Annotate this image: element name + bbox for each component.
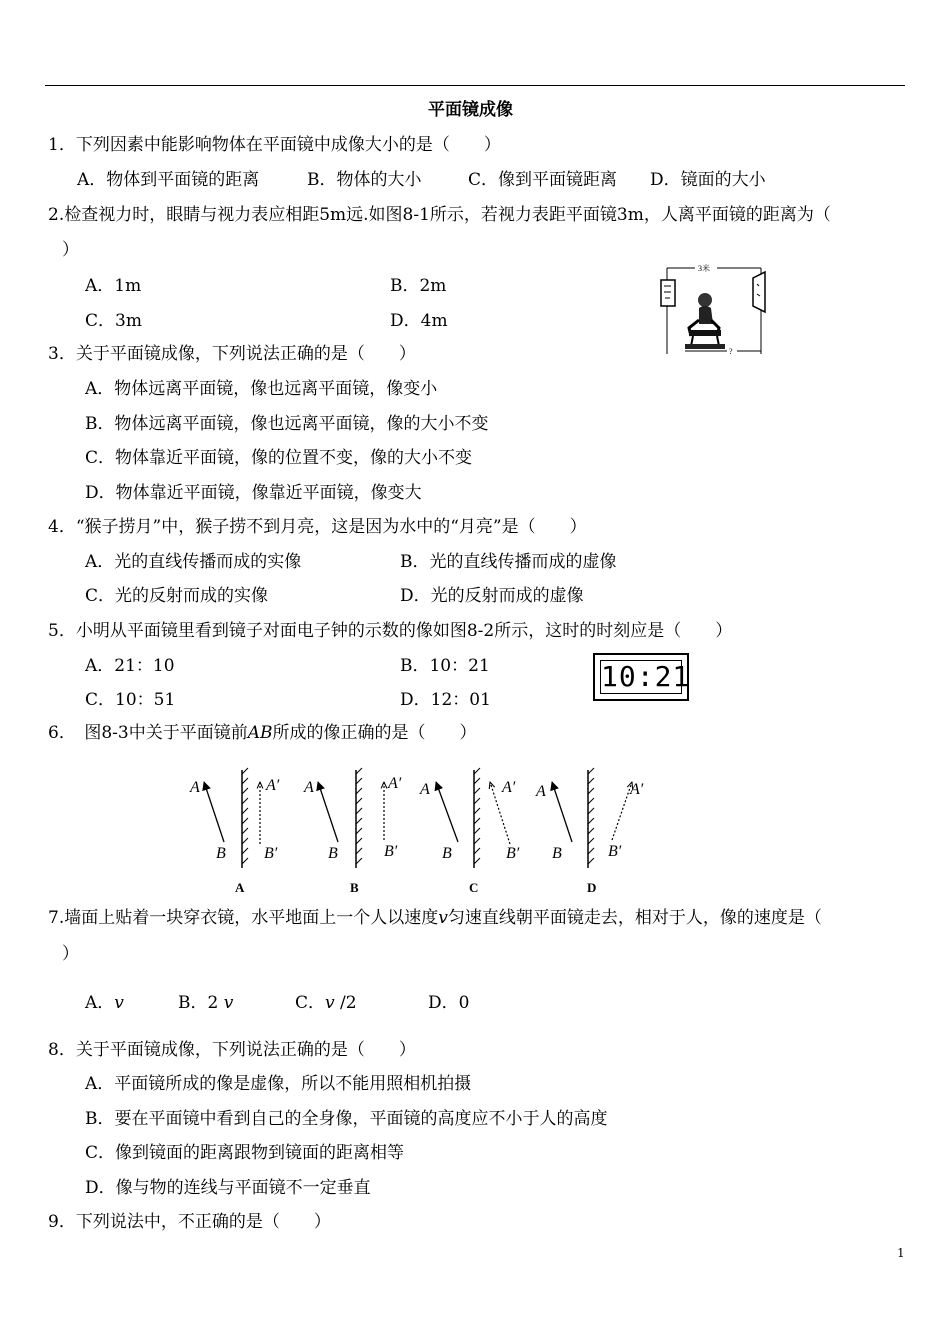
- svg-text:B′: B′: [264, 845, 278, 862]
- mirror-options-figure: [180, 760, 660, 900]
- figure-option-d: [535, 768, 644, 895]
- svg-text:A′: A′: [266, 777, 280, 794]
- q5-stem: 5．小明从平面镜里看到镜子对面电子钟的示数的像如图8-2所示，这时的时刻应是（ ）: [48, 621, 733, 641]
- q3-option-d: D．物体靠近平面镜，像靠近平面镜，像变大: [85, 483, 422, 503]
- q8-option-b: B．要在平面镜中看到自己的全身像，平面镜的高度应不小于人的高度: [85, 1109, 608, 1129]
- q8-option-c: C．像到镜面的距离跟物到镜面的距离相等: [85, 1143, 405, 1163]
- q7-option-a-v: v: [114, 993, 124, 1013]
- svg-text:B′: B′: [506, 845, 520, 862]
- q2-stem-cont: ）: [62, 240, 79, 260]
- q2-option-b: B．2m: [390, 276, 447, 296]
- mirror-icon: [753, 272, 765, 312]
- q5-option-a: A．21：10: [85, 656, 175, 676]
- svg-text:A′: A′: [388, 775, 402, 792]
- q2-option-d: D．4m: [390, 311, 448, 331]
- fig-3m-label: 3米: [698, 264, 710, 273]
- q7-stem-v: v: [438, 908, 448, 928]
- clock-display: 10:21: [601, 660, 691, 693]
- q2-option-a: A．1m: [85, 276, 142, 296]
- svg-text:D: D: [587, 880, 597, 895]
- q7-option-b-v: v: [223, 993, 234, 1013]
- q1-option-b: B．物体的大小: [307, 170, 422, 190]
- q8-stem: 8．关于平面镜成像，下列说法正确的是（ ）: [48, 1040, 416, 1060]
- q4-option-b: B．光的直线传播而成的虚像: [400, 552, 617, 572]
- q7-option-b-label: B．2: [178, 993, 224, 1013]
- q3-option-a: A．物体远离平面镜，像也远离平面镜，像变小: [85, 379, 438, 399]
- q8-option-d: D．像与物的连线与平面镜不一定垂直: [85, 1178, 371, 1198]
- q2-stem: 2.检查视力时，眼睛与视力表应相距5m远.如图8-1所示，若视力表距平面镜3m，人离平面镜的距离为（: [48, 205, 831, 225]
- svg-text:B: B: [442, 845, 452, 862]
- q4-stem: 4．“猴子捞月”中，猴子捞不到月亮，这是因为水中的“月亮”是（ ）: [48, 517, 587, 537]
- q7-stem: [48, 907, 822, 929]
- svg-text:A: A: [190, 779, 200, 796]
- q7-option-a: [85, 992, 124, 1014]
- q4-option-c: C．光的反射而成的实像: [85, 586, 269, 606]
- q1-stem: 1．下列因素中能影响物体在平面镜中成像大小的是（ ）: [48, 135, 501, 155]
- svg-text:B: B: [552, 845, 562, 862]
- q7-option-c-label: C．: [295, 993, 326, 1013]
- svg-text:C: C: [469, 880, 479, 895]
- q7-option-a-label: A．: [85, 993, 115, 1013]
- q5-option-c: C．10：51: [85, 690, 176, 710]
- q3-option-b: B．物体远离平面镜，像也远离平面镜，像的大小不变: [85, 414, 489, 434]
- fig-unknown-label: ?: [729, 347, 733, 356]
- q9-stem: 9．下列说法中，不正确的是（ ）: [48, 1212, 331, 1232]
- q5-option-b: B．10：21: [400, 656, 490, 676]
- q4-option-a: A．光的直线传播而成的实像: [85, 552, 302, 572]
- figure-option-c: [419, 768, 520, 895]
- svg-text:A: A: [304, 779, 314, 796]
- q7-stem-pre: 7.墙面上贴着一块穿衣镜，水平地面上一个人以速度: [48, 908, 439, 928]
- q7-option-c-v: v: [325, 993, 335, 1013]
- q6-stem-post: 所成的像正确的是（ ）: [272, 723, 477, 743]
- q8-option-a: A．平面镜所成的像是虚像，所以不能用照相机拍摄: [85, 1074, 472, 1094]
- digital-clock: [593, 653, 689, 701]
- svg-text:B′: B′: [608, 843, 622, 860]
- header-rule: [45, 85, 905, 86]
- svg-text:B: B: [350, 880, 359, 895]
- q3-stem: 3．关于平面镜成像，下列说法正确的是（ ）: [48, 344, 416, 364]
- svg-text:B: B: [328, 845, 338, 862]
- svg-text:A: A: [536, 783, 546, 800]
- q1-option-c: C．像到平面镜距离: [468, 170, 618, 190]
- q7-stem-cont: ）: [62, 944, 79, 964]
- q2-option-c: C．3m: [85, 311, 142, 331]
- eye-chart-icon: [661, 280, 675, 306]
- q3-option-c: C．物体靠近平面镜，像的位置不变，像的大小不变: [85, 448, 473, 468]
- q6-stem: [48, 722, 476, 744]
- svg-text:B: B: [216, 845, 226, 862]
- q7-option-c-post: /2: [334, 993, 357, 1013]
- figure-option-a: [189, 768, 280, 895]
- q6-stem-pre: 6． 图8-3中关于平面镜前: [48, 723, 248, 743]
- q6-stem-ab: AB: [247, 723, 273, 743]
- q1-option-d: D．镜面的大小: [650, 170, 766, 190]
- svg-text:A′: A′: [502, 779, 516, 796]
- svg-text:A′: A′: [630, 781, 644, 798]
- figure-option-b: [303, 768, 402, 895]
- q7-option-d: D．0: [428, 993, 470, 1013]
- q5-option-d: D．12：01: [400, 690, 491, 710]
- eye-test-figure: [655, 258, 770, 358]
- svg-text:B′: B′: [384, 843, 398, 860]
- q7-option-c: [295, 992, 357, 1014]
- q4-option-d: D．光的反射而成的虚像: [400, 586, 584, 606]
- svg-text:A: A: [420, 781, 430, 798]
- q1-option-a: A．物体到平面镜的距离: [77, 170, 260, 190]
- q7-stem-post: 匀速直线朝平面镜走去，相对于人，像的速度是（: [447, 908, 822, 928]
- svg-text:A: A: [235, 880, 245, 895]
- seated-person-icon: [685, 293, 725, 349]
- page-number: 1: [897, 1246, 905, 1260]
- q7-option-b: [178, 992, 233, 1014]
- page-title: 平面镜成像: [428, 100, 513, 120]
